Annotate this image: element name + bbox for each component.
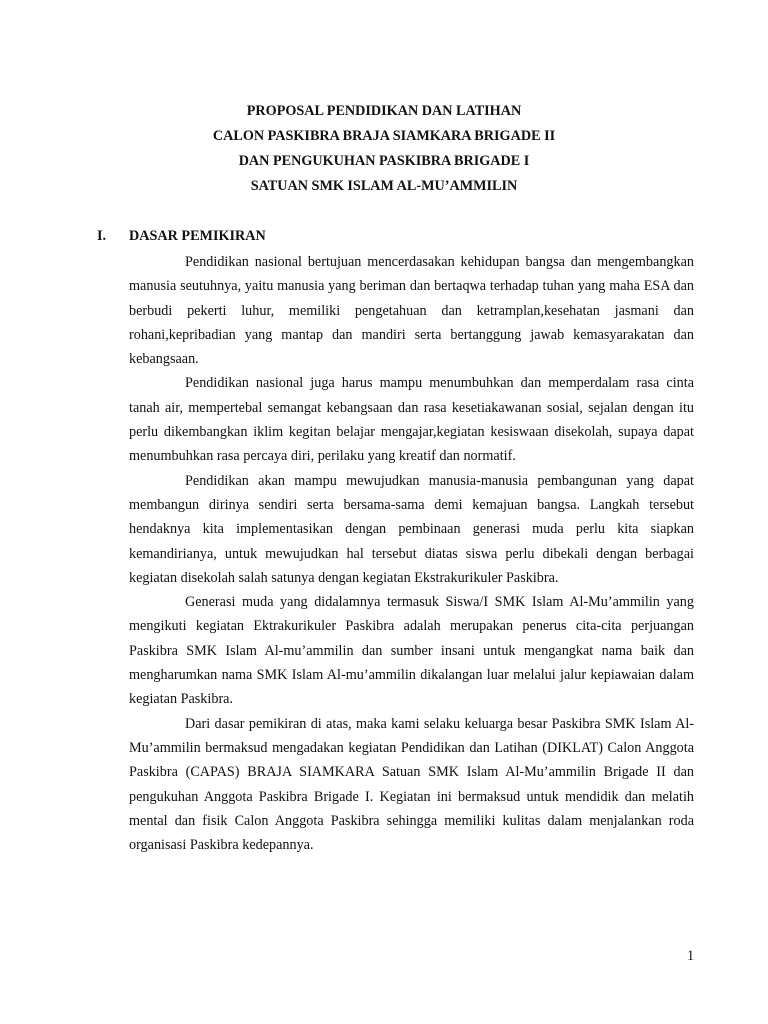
section-body	[129, 250, 694, 857]
title-line-4: SATUAN SMK ISLAM AL-MU’AMMILIN	[250, 178, 518, 194]
paragraph-2: Pendidikan nasional juga harus mampu menumbuhkan dan memperdalam rasa cinta tanah air, mempertebal semangat kebangsaan dan rasa kesetiakawanan sosial, sejalan dengan itu perlu dikembangkan iklim kegitan belajar mengajar,kegiatan kesiswaan disekolah, supaya dapat menumbuhkan rasa percaya diri, perilaku yang kreatif dan normatif.	[129, 375, 694, 465]
title-line-2: CALON PASKIBRA BRAJA SIAMKARA BRIGADE II	[212, 128, 556, 144]
section-heading: DASAR PEMIKIRAN	[129, 228, 266, 244]
paragraph-1: Pendidikan nasional bertujuan mencerdasakan kehidupan bangsa dan mengembangkan manusia seutuhnya, yaitu manusia yang beriman dan bertaqwa terhadap tuhan yang maha ESA dan berbudi pekerti luhur, memiliki pengetahuan dan ketramplan,kesehatan jasmani dan rohani,kepribadian yang mantap dan mandiri serta bertanggung jawab kemasyarakatan dan kebangsaan.	[129, 254, 694, 368]
page-number: 1	[687, 948, 695, 964]
title-line-1: PROPOSAL PENDIDIKAN DAN LATIHAN	[246, 103, 522, 119]
paragraph-3: Pendidikan akan mampu mewujudkan manusia-manusia pembangunan yang dapat membangun dirinya sendiri serta bersama-sama demi kemajuan bangsa. Langkah tersebut hendaknya kita implementasikan dengan pembinaan generasi muda perlu kita siapkan kemandirianya, untuk mewujudkan hal tersebut diatas siswa perlu dibekali dengan berbagai kegiatan disekolah salah satunya dengan kegiatan Ekstrakurikuler Paskibra.	[129, 472, 694, 586]
title-line-3: DAN PENGUKUHAN PASKIBRA BRIGADE I	[238, 153, 530, 169]
section-number: I.	[97, 228, 107, 244]
paragraph-5: Dari dasar pemikiran di atas, maka kami selaku keluarga besar Paskibra SMK Islam Al-Mu’ammilin bermaksud mengadakan kegiatan Pendidikan dan Latihan (DIKLAT) Calon Anggota Paskibra (CAPAS) BRAJA SIAMKARA Satuan SMK Islam Al-Mu’ammilin Brigade II dan pengukuhan Anggota Paskibra Brigade I. Kegiatan ini bermaksud untuk mendidik dan melatih mental dan fisik Calon Anggota Paskibra sehingga memiliki kulitas dalam menjalankan roda organisasi Paskibra kedepannya.	[129, 715, 694, 854]
paragraph-4: Generasi muda yang didalamnya termasuk Siswa/I SMK Islam Al-Mu’ammilin yang mengikuti kegiatan Ektrakurikuler Paskibra adalah merupakan penerus cita-cita perjuangan Paskibra SMK Islam Al-mu’ammilin dan sumber insani untuk mengangkat nama baik dan mengharumkan nama SMK Islam Al-mu’ammilin dikalangan luar melalui jalur kepiawaian dalam kegiatan Paskibra.	[129, 594, 694, 708]
